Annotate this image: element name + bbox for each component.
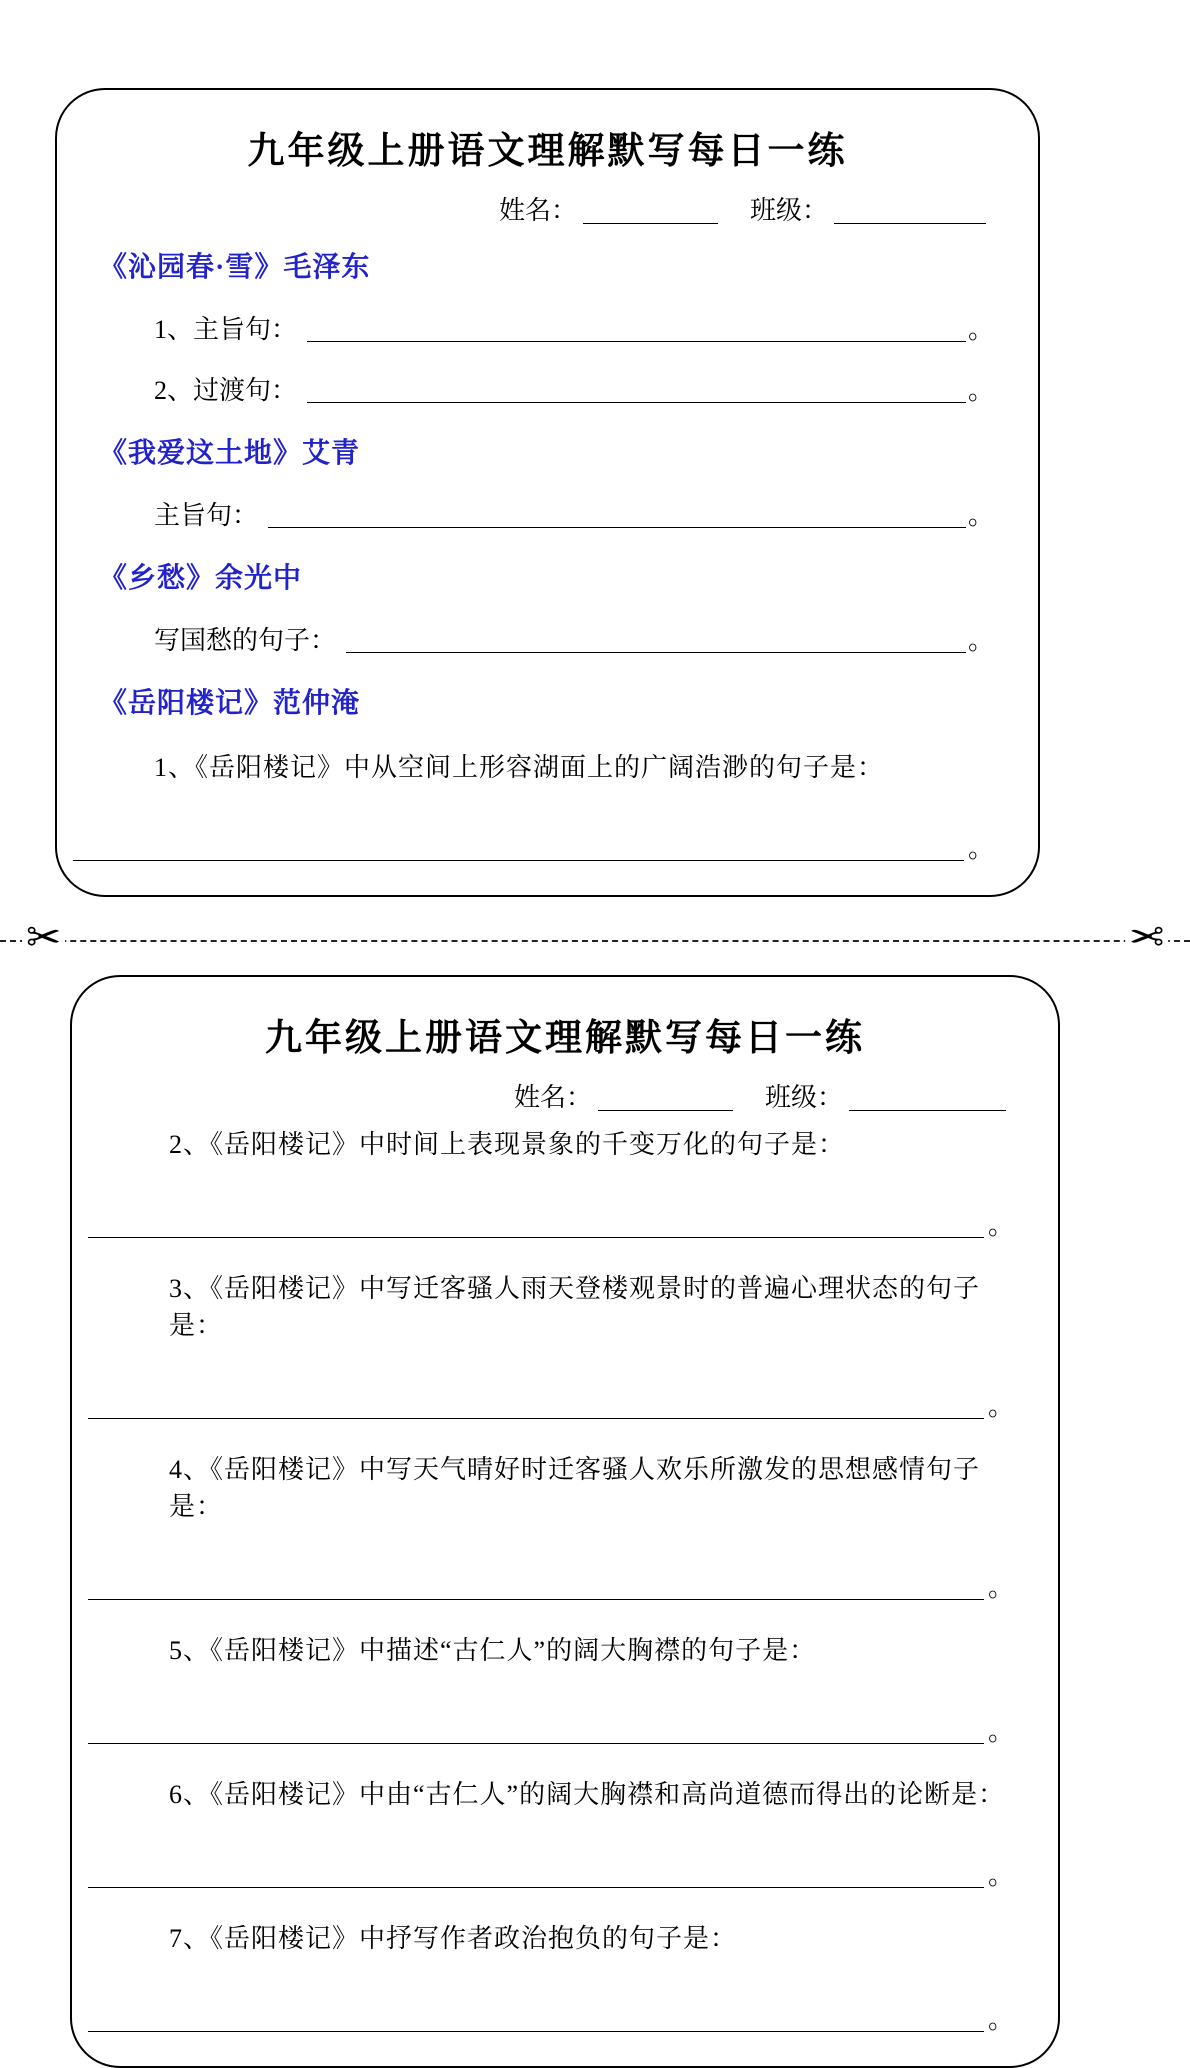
poem-heading: 《沁园春·雪》毛泽东	[99, 252, 371, 283]
answer-line	[88, 1864, 984, 1888]
question-text: 7、《岳阳楼记》中抒写作者政治抱负的句子是：	[169, 1924, 738, 1953]
period: 。	[967, 315, 994, 344]
name-label: 姓名：	[514, 1083, 593, 1112]
answer-blank-row	[88, 1711, 1014, 1748]
answer-line	[88, 1576, 984, 1600]
name-label: 姓名：	[499, 196, 578, 225]
period: 。	[987, 2005, 1014, 2034]
answer-line	[88, 1720, 984, 1744]
answer-line	[73, 837, 964, 861]
question-label: 2、过渡句：	[154, 376, 298, 405]
question-text: 5、《岳阳楼记》中描述“古仁人”的阔大胸襟的句子是：	[169, 1636, 817, 1665]
period: 。	[987, 1392, 1014, 1421]
question-label: 写国愁的句子：	[154, 626, 337, 655]
answer-line	[346, 629, 966, 653]
answer-blank-row	[88, 1205, 1014, 1242]
cut-line	[0, 911, 1190, 969]
period: 。	[967, 626, 994, 655]
page-title: 九年级上册语文理解默写每日一练	[247, 131, 848, 172]
answer-blank-row	[73, 828, 994, 865]
poem-heading: 《我爱这土地》艾青	[99, 438, 361, 469]
period: 。	[987, 1717, 1014, 1746]
period: 。	[967, 376, 994, 405]
name-class-line	[499, 190, 986, 227]
answer-blank-row	[88, 1386, 1014, 1423]
class-label: 班级：	[765, 1083, 844, 1112]
answer-line	[307, 379, 966, 403]
name-blank-line	[583, 198, 718, 224]
name-class-line	[514, 1077, 1006, 1114]
answer-line	[88, 1214, 984, 1238]
scissors-right-icon: ✂	[1125, 917, 1168, 959]
fill-in-row	[154, 309, 994, 346]
question-text: 1、《岳阳楼记》中从空间上形容湖面上的广阔浩渺的句子是：	[154, 753, 885, 782]
page-title: 九年级上册语文理解默写每日一练	[265, 1018, 865, 1059]
scissors-left-icon: ✂	[22, 917, 65, 959]
fill-in-row	[154, 495, 994, 532]
class-label: 班级：	[750, 196, 829, 225]
fill-in-row	[154, 620, 994, 657]
question-text: 2、《岳阳楼记》中时间上表现景象的千变万化的句子是：	[169, 1130, 846, 1159]
dashed-cut-rule	[0, 940, 1190, 942]
question-text: 3、《岳阳楼记》中写迁客骚人雨天登楼观景时的普遍心理状态的句子是：	[169, 1274, 981, 1340]
answer-line	[88, 2008, 984, 2032]
class-blank-line	[834, 198, 986, 224]
answer-blank-row	[88, 1567, 1014, 1604]
fill-in-row	[154, 370, 994, 407]
poem-heading: 《岳阳楼记》范仲淹	[99, 688, 361, 719]
period: 。	[987, 1861, 1014, 1890]
question-label: 主旨句：	[154, 501, 259, 530]
poem-heading: 《乡愁》余光中	[99, 563, 303, 594]
question-text: 4、《岳阳楼记》中写天气晴好时迁客骚人欢乐所激发的思想感情句子是：	[169, 1455, 981, 1521]
worksheet-section-1	[55, 88, 1040, 897]
period: 。	[967, 834, 994, 863]
answer-blank-row	[88, 1999, 1014, 2036]
answer-line	[88, 1395, 984, 1419]
name-blank-line	[598, 1085, 733, 1111]
class-blank-line	[849, 1085, 1006, 1111]
period: 。	[987, 1211, 1014, 1240]
period: 。	[987, 1573, 1014, 1602]
question-text: 6、《岳阳楼记》中由“古仁人”的阔大胸襟和高尚道德而得出的论断是：	[169, 1780, 1006, 1809]
period: 。	[967, 501, 994, 530]
question-label: 1、主旨句：	[154, 315, 298, 344]
answer-blank-row	[88, 1855, 1014, 1892]
answer-line	[268, 504, 966, 528]
answer-line	[307, 318, 966, 342]
worksheet-section-2	[70, 975, 1060, 2068]
